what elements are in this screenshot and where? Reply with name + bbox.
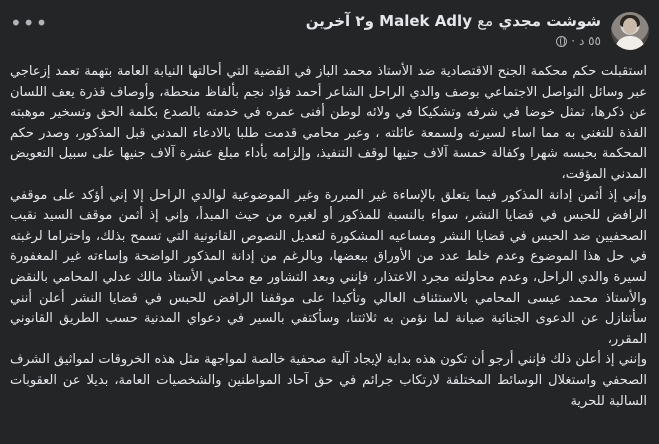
post-authors	[306, 12, 601, 30]
post-paragraph: وإنني إذ أعلن ذلك فإنني أرجو أن تكون هذه بداية لإيجاد آلية صحفية خالصة لمواجهة مثل هذه الخروقات لمواثيق الشرف الصحفي واستغلال الوسائط المختلفة لارتكاب جرائم في حق آحاد المواطنين والشخصيات العامة، بديلا عن العقوبات السالبة للحرية	[10, 352, 647, 409]
with-word: مع	[477, 12, 494, 30]
avatar-shoulders	[615, 36, 645, 50]
author-name[interactable]: شوشت مجدي	[498, 12, 601, 30]
tagged-person[interactable]: Malek Adly	[379, 12, 472, 30]
post-meta: ٥٥ د ·	[552, 34, 601, 48]
post-body	[10, 62, 647, 412]
avatar-face	[623, 18, 637, 34]
post-header	[10, 10, 649, 54]
post-paragraph: وإني إذ أثمن إدانة المذكور فيما يتعلق بالإساءة غير المبررة وغير الموضوعية لوالدي الراحل إلا إني أؤكد على موقفي الرافض للحبس في قضايا النشر، سواء بالنسبة للمذكور أو لغيره من حيث المبدأ، وإني إذ أثمن موقف السيد نقيب الصحفيين ضد الحبس في قضايا النشر ومساعيه المشكورة لتعديل النصوص القانونية التي تسمح بذلك، واحتراما لرغبته في حل هذا الموضوع وعدم خلط عدد من الأوراق ببعضها، وبالرغم من إدانة المذكور الواضحة وإساءته غير المغفورة لسيرة والدي الراحل، وعدم محاولته مجرد الاعتذار، فإنني وبعد التشاور مع محامي الأستاذ مالك عدلي المحامي بالنقض والأستاذ محمد عيسى المحامي بالاستئناف العالي وتأكيدا على موقفنا الرافض للحبس في قضايا النشر أعلن أنني سأتنازل عن الدعوى الجنائية صيانة لما نؤمن به ثلاثتنا، وسأكتفي بالسير في دعواي المدنية حسب الطريق القانوني المقرر،	[10, 187, 647, 347]
post-timestamp[interactable]: ٥٥ د	[578, 34, 601, 48]
and-others[interactable]: و٢ آخرين	[305, 12, 374, 30]
more-options-icon[interactable]: •••	[10, 11, 49, 35]
globe-icon	[556, 36, 567, 47]
author-avatar[interactable]	[611, 12, 649, 50]
post-paragraph: استقبلت حكم محكمة الجنح الاقتصادية ضد الأستاذ محمد الباز في القضية التي أحالتها النيابة العامة بتهمة تعمد إزعاجي عبر وسائل التواصل الاجتماعي بوصف والدي الراحل الشاعر أحمد فؤاد نجم بألفاظ منحطة، وأوصاف قذرة يعف اللسان عن ذكرها، تمثل خوضا في شرفه وتشكيكا في ولائه لوطن أفنى عمره في خدمته بالصدع بكلمة الحق وتسخير موهبته الفذة للتغني به مما اساء لسيرته ولسمعة عائلته ، وعبر محامي قدمت طلبا بالادعاء المدني قبل المذكور، وصدر حكم المحكمة بحبسه شهرا وكفالة خمسة آلاف جنيها لوقف التنفيذ، وإلزامه بأداء مبلغ عشرة آلاف جنيها على سبيل التعويض المدني المؤقت،	[10, 64, 647, 182]
